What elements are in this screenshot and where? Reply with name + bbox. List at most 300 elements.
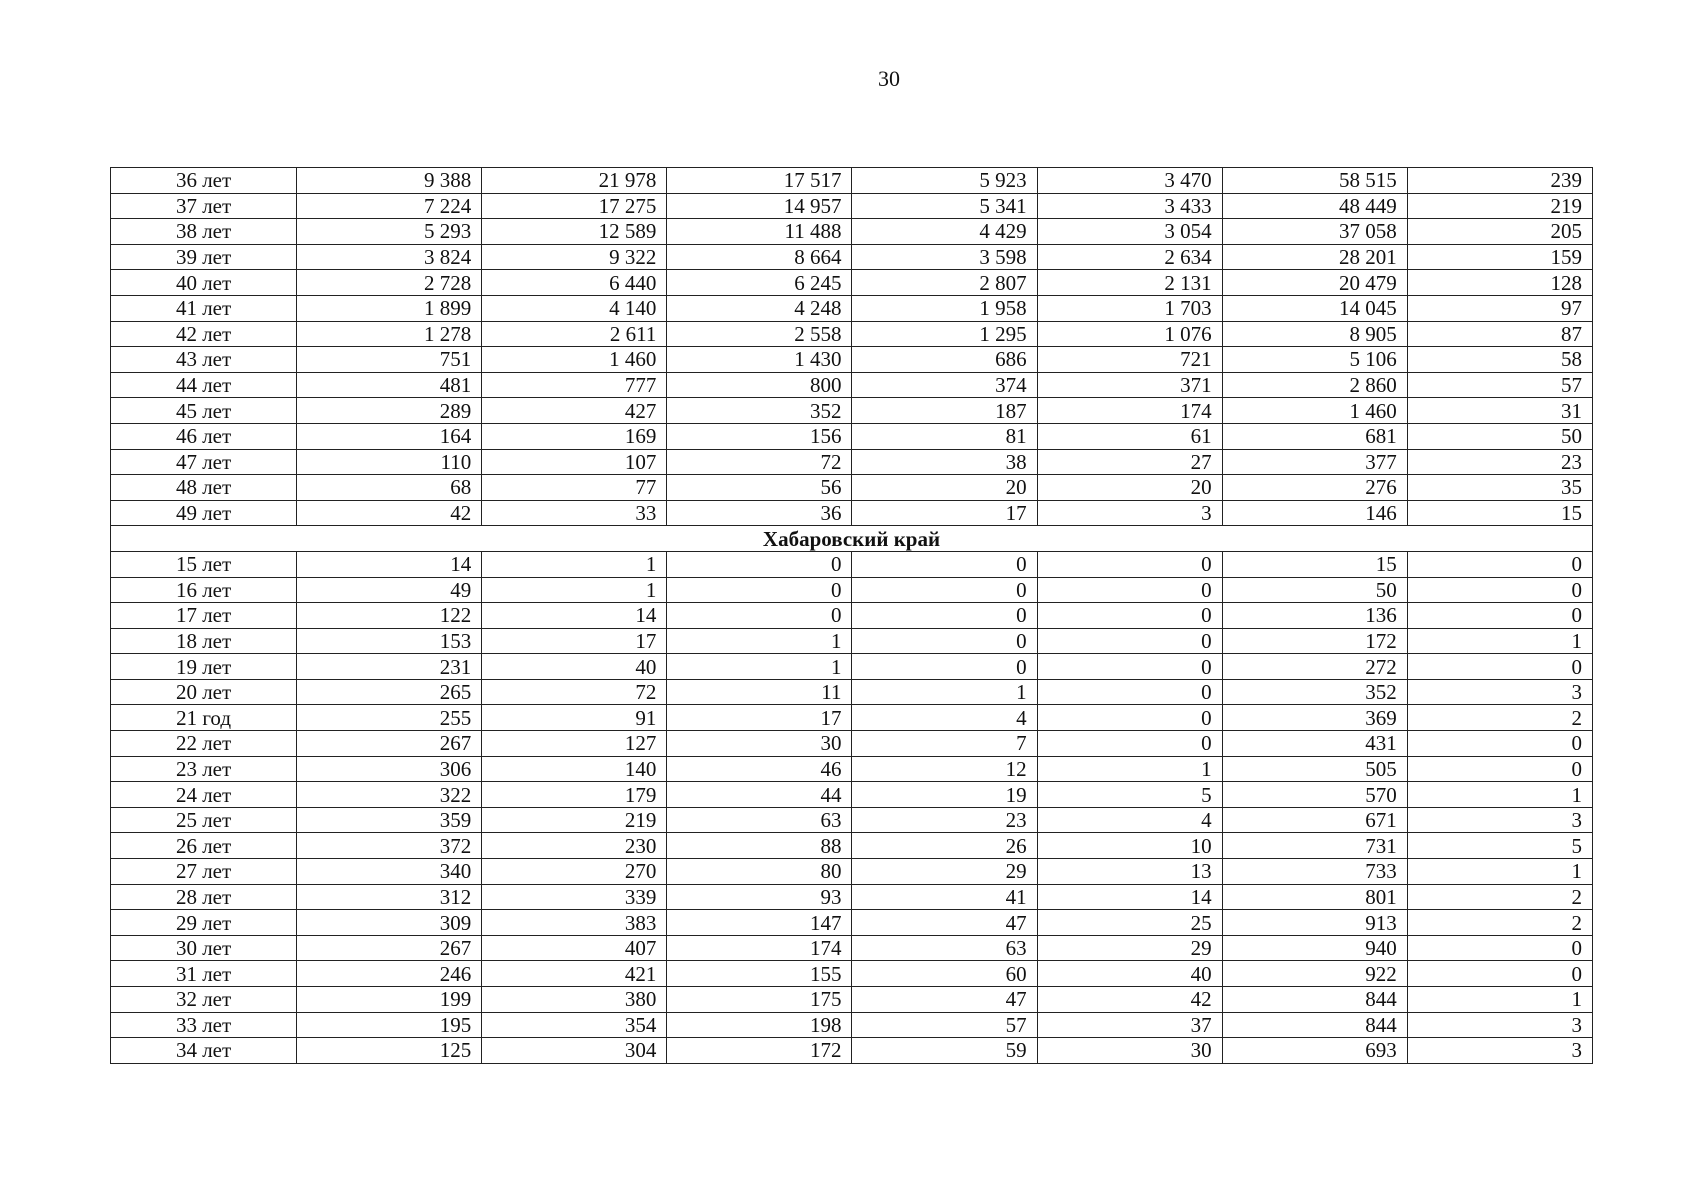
value-cell: 3 824 (297, 244, 482, 270)
value-cell: 5 923 (852, 168, 1037, 194)
value-cell: 9 388 (297, 168, 482, 194)
table-row (111, 347, 1593, 373)
value-cell: 11 488 (667, 219, 852, 245)
value-cell: 1 460 (482, 347, 667, 373)
value-cell: 172 (667, 1038, 852, 1064)
value-cell: 1 (482, 577, 667, 603)
value-cell: 1 (667, 654, 852, 680)
value-cell: 93 (667, 884, 852, 910)
value-cell: 3 598 (852, 244, 1037, 270)
value-cell: 27 (1037, 449, 1222, 475)
value-cell: 777 (482, 372, 667, 398)
value-cell: 56 (667, 475, 852, 501)
table-row (111, 449, 1593, 475)
value-cell: 354 (482, 1012, 667, 1038)
table-body (111, 168, 1593, 1064)
age-cell: 19 лет (111, 654, 297, 680)
value-cell: 125 (297, 1038, 482, 1064)
value-cell: 4 (1037, 807, 1222, 833)
value-cell: 3 (1407, 679, 1592, 705)
value-cell: 1 703 (1037, 295, 1222, 321)
value-cell: 8 664 (667, 244, 852, 270)
value-cell: 2 728 (297, 270, 482, 296)
value-cell: 940 (1222, 935, 1407, 961)
table-row (111, 1012, 1593, 1038)
age-cell: 47 лет (111, 449, 297, 475)
value-cell: 14 (482, 603, 667, 629)
table-row (111, 500, 1593, 526)
table-row (111, 168, 1593, 194)
value-cell: 0 (1037, 577, 1222, 603)
value-cell: 57 (852, 1012, 1037, 1038)
table-row (111, 935, 1593, 961)
value-cell: 0 (852, 551, 1037, 577)
age-cell: 26 лет (111, 833, 297, 859)
value-cell: 922 (1222, 961, 1407, 987)
value-cell: 431 (1222, 731, 1407, 757)
table-row (111, 807, 1593, 833)
age-cell: 17 лет (111, 603, 297, 629)
value-cell: 0 (667, 551, 852, 577)
table-row (111, 372, 1593, 398)
table-row (111, 679, 1593, 705)
value-cell: 198 (667, 1012, 852, 1038)
age-cell: 18 лет (111, 628, 297, 654)
value-cell: 60 (852, 961, 1037, 987)
value-cell: 80 (667, 859, 852, 885)
age-cell: 25 лет (111, 807, 297, 833)
value-cell: 47 (852, 987, 1037, 1013)
age-cell: 37 лет (111, 193, 297, 219)
value-cell: 4 (852, 705, 1037, 731)
age-cell: 24 лет (111, 782, 297, 808)
table-row (111, 731, 1593, 757)
value-cell: 239 (1407, 168, 1592, 194)
value-cell: 128 (1407, 270, 1592, 296)
value-cell: 751 (297, 347, 482, 373)
age-cell: 22 лет (111, 731, 297, 757)
value-cell: 172 (1222, 628, 1407, 654)
value-cell: 175 (667, 987, 852, 1013)
value-cell: 8 905 (1222, 321, 1407, 347)
value-cell: 374 (852, 372, 1037, 398)
value-cell: 693 (1222, 1038, 1407, 1064)
age-cell: 33 лет (111, 1012, 297, 1038)
table-row (111, 756, 1593, 782)
value-cell: 844 (1222, 1012, 1407, 1038)
value-cell: 72 (482, 679, 667, 705)
table-row (111, 1038, 1593, 1064)
value-cell: 6 245 (667, 270, 852, 296)
value-cell: 2 131 (1037, 270, 1222, 296)
value-cell: 1 (482, 551, 667, 577)
table-row (111, 859, 1593, 885)
table-row (111, 219, 1593, 245)
value-cell: 5 293 (297, 219, 482, 245)
value-cell: 30 (1037, 1038, 1222, 1064)
table-row (111, 987, 1593, 1013)
value-cell: 57 (1407, 372, 1592, 398)
value-cell: 88 (667, 833, 852, 859)
value-cell: 30 (667, 731, 852, 757)
value-cell: 12 589 (482, 219, 667, 245)
value-cell: 4 429 (852, 219, 1037, 245)
value-cell: 231 (297, 654, 482, 680)
value-cell: 5 (1407, 833, 1592, 859)
value-cell: 21 978 (482, 168, 667, 194)
value-cell: 2 558 (667, 321, 852, 347)
table-row (111, 577, 1593, 603)
table-row (111, 475, 1593, 501)
age-cell: 46 лет (111, 423, 297, 449)
value-cell: 1 076 (1037, 321, 1222, 347)
value-cell: 12 (852, 756, 1037, 782)
value-cell: 36 (667, 500, 852, 526)
age-cell: 21 год (111, 705, 297, 731)
value-cell: 427 (482, 398, 667, 424)
page-number: 30 (878, 66, 900, 91)
value-cell: 371 (1037, 372, 1222, 398)
value-cell: 29 (1037, 935, 1222, 961)
value-cell: 7 224 (297, 193, 482, 219)
value-cell: 800 (667, 372, 852, 398)
value-cell: 380 (482, 987, 667, 1013)
value-cell: 61 (1037, 423, 1222, 449)
value-cell: 0 (1037, 705, 1222, 731)
value-cell: 25 (1037, 910, 1222, 936)
value-cell: 5 341 (852, 193, 1037, 219)
value-cell: 4 248 (667, 295, 852, 321)
value-cell: 2 (1407, 910, 1592, 936)
value-cell: 19 (852, 782, 1037, 808)
age-cell: 23 лет (111, 756, 297, 782)
value-cell: 0 (1037, 551, 1222, 577)
age-cell: 29 лет (111, 910, 297, 936)
value-cell: 42 (297, 500, 482, 526)
value-cell: 14 957 (667, 193, 852, 219)
value-cell: 267 (297, 731, 482, 757)
value-cell: 671 (1222, 807, 1407, 833)
age-cell: 32 лет (111, 987, 297, 1013)
value-cell: 136 (1222, 603, 1407, 629)
value-cell: 0 (1037, 731, 1222, 757)
table-row (111, 884, 1593, 910)
value-cell: 340 (297, 859, 482, 885)
value-cell: 1 (1407, 859, 1592, 885)
age-cell: 44 лет (111, 372, 297, 398)
value-cell: 17 275 (482, 193, 667, 219)
value-cell: 219 (1407, 193, 1592, 219)
value-cell: 570 (1222, 782, 1407, 808)
value-cell: 0 (852, 654, 1037, 680)
value-cell: 2 611 (482, 321, 667, 347)
value-cell: 28 201 (1222, 244, 1407, 270)
table-row (111, 910, 1593, 936)
value-cell: 15 (1222, 551, 1407, 577)
age-cell: 34 лет (111, 1038, 297, 1064)
value-cell: 91 (482, 705, 667, 731)
value-cell: 1 278 (297, 321, 482, 347)
value-cell: 2 807 (852, 270, 1037, 296)
value-cell: 49 (297, 577, 482, 603)
value-cell: 33 (482, 500, 667, 526)
value-cell: 339 (482, 884, 667, 910)
table-row (111, 628, 1593, 654)
value-cell: 267 (297, 935, 482, 961)
value-cell: 0 (852, 577, 1037, 603)
value-cell: 913 (1222, 910, 1407, 936)
value-cell: 155 (667, 961, 852, 987)
value-cell: 59 (852, 1038, 1037, 1064)
value-cell: 174 (1037, 398, 1222, 424)
value-cell: 87 (1407, 321, 1592, 347)
value-cell: 127 (482, 731, 667, 757)
value-cell: 352 (1222, 679, 1407, 705)
value-cell: 153 (297, 628, 482, 654)
value-cell: 0 (667, 603, 852, 629)
value-cell: 844 (1222, 987, 1407, 1013)
value-cell: 31 (1407, 398, 1592, 424)
age-cell: 28 лет (111, 884, 297, 910)
value-cell: 377 (1222, 449, 1407, 475)
value-cell: 77 (482, 475, 667, 501)
table-row (111, 603, 1593, 629)
table-row (111, 551, 1593, 577)
value-cell: 68 (297, 475, 482, 501)
value-cell: 14 (1037, 884, 1222, 910)
age-cell: 41 лет (111, 295, 297, 321)
value-cell: 421 (482, 961, 667, 987)
value-cell: 174 (667, 935, 852, 961)
value-cell: 369 (1222, 705, 1407, 731)
age-cell: 16 лет (111, 577, 297, 603)
value-cell: 306 (297, 756, 482, 782)
value-cell: 58 (1407, 347, 1592, 373)
value-cell: 6 440 (482, 270, 667, 296)
value-cell: 9 322 (482, 244, 667, 270)
value-cell: 407 (482, 935, 667, 961)
value-cell: 122 (297, 603, 482, 629)
value-cell: 3 054 (1037, 219, 1222, 245)
value-cell: 0 (1037, 679, 1222, 705)
value-cell: 304 (482, 1038, 667, 1064)
value-cell: 383 (482, 910, 667, 936)
value-cell: 681 (1222, 423, 1407, 449)
value-cell: 72 (667, 449, 852, 475)
value-cell: 1 (1407, 628, 1592, 654)
value-cell: 205 (1407, 219, 1592, 245)
value-cell: 255 (297, 705, 482, 731)
age-cell: 39 лет (111, 244, 297, 270)
value-cell: 1 899 (297, 295, 482, 321)
section-row (111, 526, 1593, 552)
value-cell: 5 (1037, 782, 1222, 808)
value-cell: 801 (1222, 884, 1407, 910)
value-cell: 14 (297, 551, 482, 577)
age-cell: 49 лет (111, 500, 297, 526)
value-cell: 50 (1407, 423, 1592, 449)
table-row (111, 270, 1593, 296)
value-cell: 3 (1407, 1012, 1592, 1038)
value-cell: 63 (852, 935, 1037, 961)
value-cell: 481 (297, 372, 482, 398)
age-cell: 45 лет (111, 398, 297, 424)
value-cell: 3 433 (1037, 193, 1222, 219)
age-cell: 42 лет (111, 321, 297, 347)
value-cell: 0 (1407, 731, 1592, 757)
table-row (111, 833, 1593, 859)
value-cell: 2 860 (1222, 372, 1407, 398)
value-cell: 37 058 (1222, 219, 1407, 245)
table-row (111, 705, 1593, 731)
value-cell: 2 634 (1037, 244, 1222, 270)
value-cell: 13 (1037, 859, 1222, 885)
table-row (111, 244, 1593, 270)
value-cell: 3 470 (1037, 168, 1222, 194)
value-cell: 1 (1407, 782, 1592, 808)
table-row (111, 423, 1593, 449)
value-cell: 1 460 (1222, 398, 1407, 424)
value-cell: 2 (1407, 705, 1592, 731)
value-cell: 199 (297, 987, 482, 1013)
value-cell: 97 (1407, 295, 1592, 321)
value-cell: 81 (852, 423, 1037, 449)
table-row (111, 398, 1593, 424)
value-cell: 230 (482, 833, 667, 859)
value-cell: 312 (297, 884, 482, 910)
value-cell: 322 (297, 782, 482, 808)
value-cell: 0 (1037, 603, 1222, 629)
value-cell: 3 (1407, 1038, 1592, 1064)
value-cell: 1 (667, 628, 852, 654)
value-cell: 41 (852, 884, 1037, 910)
age-cell: 40 лет (111, 270, 297, 296)
age-cell: 48 лет (111, 475, 297, 501)
age-cell: 38 лет (111, 219, 297, 245)
value-cell: 686 (852, 347, 1037, 373)
value-cell: 40 (1037, 961, 1222, 987)
value-cell: 17 (482, 628, 667, 654)
value-cell: 0 (1407, 961, 1592, 987)
value-cell: 164 (297, 423, 482, 449)
value-cell: 1 958 (852, 295, 1037, 321)
age-cell: 31 лет (111, 961, 297, 987)
value-cell: 20 (852, 475, 1037, 501)
value-cell: 0 (667, 577, 852, 603)
value-cell: 20 479 (1222, 270, 1407, 296)
value-cell: 147 (667, 910, 852, 936)
value-cell: 14 045 (1222, 295, 1407, 321)
value-cell: 5 106 (1222, 347, 1407, 373)
age-cell: 43 лет (111, 347, 297, 373)
value-cell: 63 (667, 807, 852, 833)
value-cell: 44 (667, 782, 852, 808)
value-cell: 0 (852, 628, 1037, 654)
value-cell: 352 (667, 398, 852, 424)
value-cell: 3 (1407, 807, 1592, 833)
value-cell: 169 (482, 423, 667, 449)
value-cell: 17 (667, 705, 852, 731)
value-cell: 38 (852, 449, 1037, 475)
value-cell: 1 295 (852, 321, 1037, 347)
value-cell: 110 (297, 449, 482, 475)
table-row (111, 654, 1593, 680)
value-cell: 0 (1037, 654, 1222, 680)
value-cell: 37 (1037, 1012, 1222, 1038)
value-cell: 40 (482, 654, 667, 680)
value-cell: 246 (297, 961, 482, 987)
value-cell: 0 (852, 603, 1037, 629)
value-cell: 15 (1407, 500, 1592, 526)
value-cell: 46 (667, 756, 852, 782)
value-cell: 159 (1407, 244, 1592, 270)
value-cell: 1 (1037, 756, 1222, 782)
value-cell: 372 (297, 833, 482, 859)
value-cell: 146 (1222, 500, 1407, 526)
value-cell: 195 (297, 1012, 482, 1038)
value-cell: 272 (1222, 654, 1407, 680)
value-cell: 0 (1407, 603, 1592, 629)
value-cell: 1 430 (667, 347, 852, 373)
value-cell: 1 (1407, 987, 1592, 1013)
value-cell: 505 (1222, 756, 1407, 782)
value-cell: 276 (1222, 475, 1407, 501)
value-cell: 187 (852, 398, 1037, 424)
value-cell: 3 (1037, 500, 1222, 526)
value-cell: 35 (1407, 475, 1592, 501)
value-cell: 731 (1222, 833, 1407, 859)
value-cell: 309 (297, 910, 482, 936)
table-row (111, 321, 1593, 347)
value-cell: 4 140 (482, 295, 667, 321)
value-cell: 0 (1407, 577, 1592, 603)
statistics-table (110, 167, 1593, 1064)
table-row (111, 961, 1593, 987)
value-cell: 50 (1222, 577, 1407, 603)
value-cell: 289 (297, 398, 482, 424)
value-cell: 219 (482, 807, 667, 833)
table-row (111, 782, 1593, 808)
age-cell: 27 лет (111, 859, 297, 885)
value-cell: 0 (1407, 654, 1592, 680)
value-cell: 10 (1037, 833, 1222, 859)
value-cell: 26 (852, 833, 1037, 859)
value-cell: 23 (852, 807, 1037, 833)
value-cell: 179 (482, 782, 667, 808)
value-cell: 17 (852, 500, 1037, 526)
value-cell: 156 (667, 423, 852, 449)
value-cell: 733 (1222, 859, 1407, 885)
value-cell: 7 (852, 731, 1037, 757)
value-cell: 721 (1037, 347, 1222, 373)
age-cell: 20 лет (111, 679, 297, 705)
value-cell: 0 (1407, 756, 1592, 782)
value-cell: 1 (852, 679, 1037, 705)
value-cell: 0 (1037, 628, 1222, 654)
age-cell: 30 лет (111, 935, 297, 961)
value-cell: 29 (852, 859, 1037, 885)
value-cell: 107 (482, 449, 667, 475)
value-cell: 2 (1407, 884, 1592, 910)
age-cell: 36 лет (111, 168, 297, 194)
value-cell: 58 515 (1222, 168, 1407, 194)
table-row (111, 295, 1593, 321)
value-cell: 48 449 (1222, 193, 1407, 219)
value-cell: 11 (667, 679, 852, 705)
value-cell: 359 (297, 807, 482, 833)
value-cell: 20 (1037, 475, 1222, 501)
age-cell: 15 лет (111, 551, 297, 577)
